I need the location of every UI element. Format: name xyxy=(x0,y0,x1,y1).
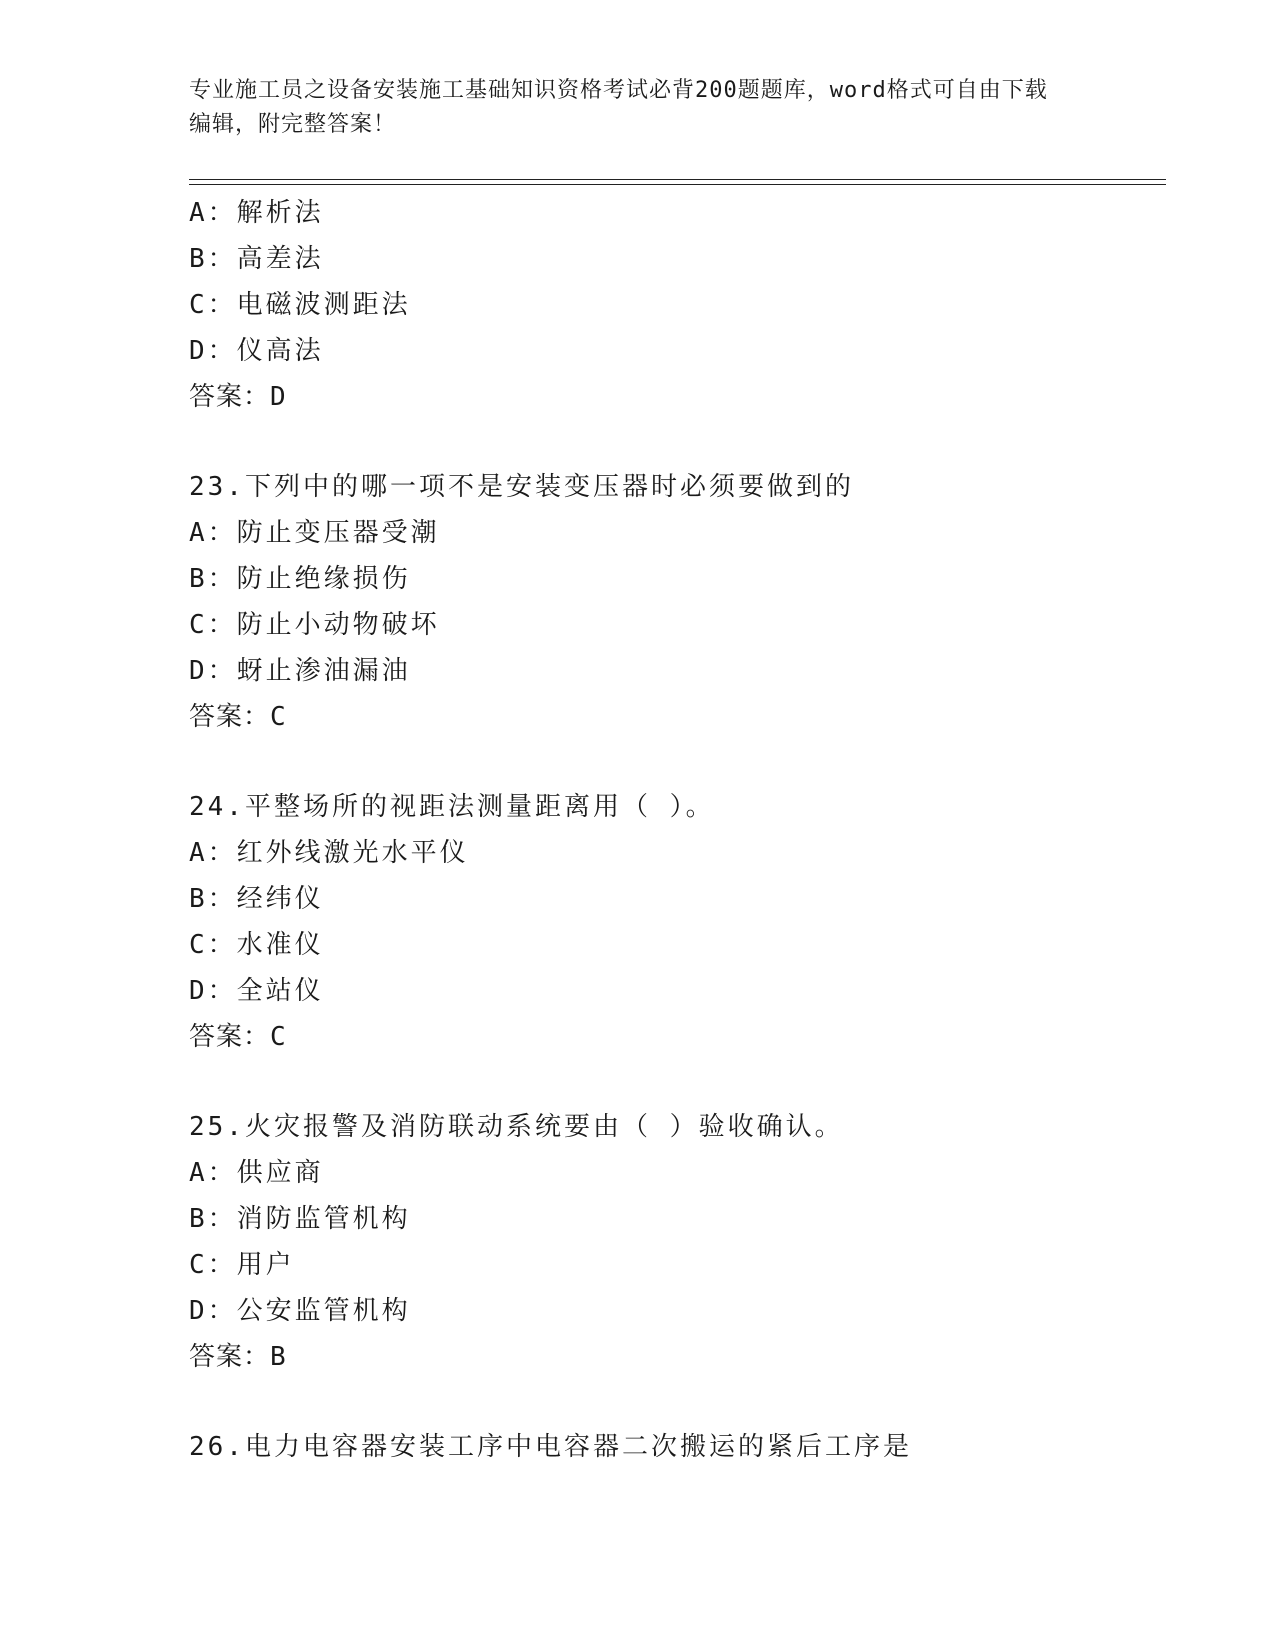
question-stem: 23.下列中的哪一项不是安装变压器时必须要做到的 xyxy=(189,472,854,502)
answer-line xyxy=(189,694,1166,740)
option-c: C：用户 xyxy=(189,1250,295,1280)
question-block-26 xyxy=(189,1424,1166,1470)
question-stem: 26.电力电容器安装工序中电容器二次搬运的紧后工序是 xyxy=(189,1432,912,1462)
option-d: D：蚜止渗油漏油 xyxy=(189,656,411,686)
option-d: D：全站仪 xyxy=(189,976,324,1006)
question-block-24 xyxy=(189,784,1166,1060)
answer-label: 答案： xyxy=(189,382,271,412)
question-block-25 xyxy=(189,1104,1166,1380)
question-content xyxy=(189,190,1166,1470)
option-d: D：仪高法 xyxy=(189,336,324,366)
option-c: C：防止小动物破坏 xyxy=(189,610,440,640)
answer-label: 答案： xyxy=(189,702,271,732)
answer-value: C xyxy=(270,1022,287,1052)
option-b: B：消防监管机构 xyxy=(189,1204,411,1234)
option-b: B：高差法 xyxy=(189,244,324,274)
option-c: C：电磁波测距法 xyxy=(189,290,411,320)
option-b: B：经纬仪 xyxy=(189,884,324,914)
document-header: 专业施工员之设备安装施工基础知识资格考试必背200题题库，word格式可自由下载编辑，附完整答案！ xyxy=(189,78,1048,137)
header-divider-bottom xyxy=(189,184,1166,185)
answer-line xyxy=(189,374,1166,420)
option-c: C：水准仪 xyxy=(189,930,324,960)
answer-line xyxy=(189,1334,1166,1380)
question-stem: 25.火灾报警及消防联动系统要由（ ）验收确认。 xyxy=(189,1112,844,1142)
option-a: A：红外线激光水平仪 xyxy=(189,838,469,868)
option-a: A：供应商 xyxy=(189,1158,324,1188)
answer-label: 答案： xyxy=(189,1342,271,1372)
question-block-22-continued xyxy=(189,190,1166,420)
question-stem: 24.平整场所的视距法测量距离用（ ）。 xyxy=(189,792,715,822)
answer-value: D xyxy=(270,382,287,412)
question-block-23 xyxy=(189,464,1166,740)
option-b: B：防止绝缘损伤 xyxy=(189,564,411,594)
option-a: A：防止变压器受潮 xyxy=(189,518,440,548)
answer-value: C xyxy=(270,702,287,732)
header-divider-top xyxy=(189,179,1166,180)
answer-value: B xyxy=(270,1342,287,1372)
option-d: D：公安监管机构 xyxy=(189,1296,411,1326)
option-a: A：解析法 xyxy=(189,198,324,228)
answer-line xyxy=(189,1014,1166,1060)
answer-label: 答案： xyxy=(189,1022,271,1052)
